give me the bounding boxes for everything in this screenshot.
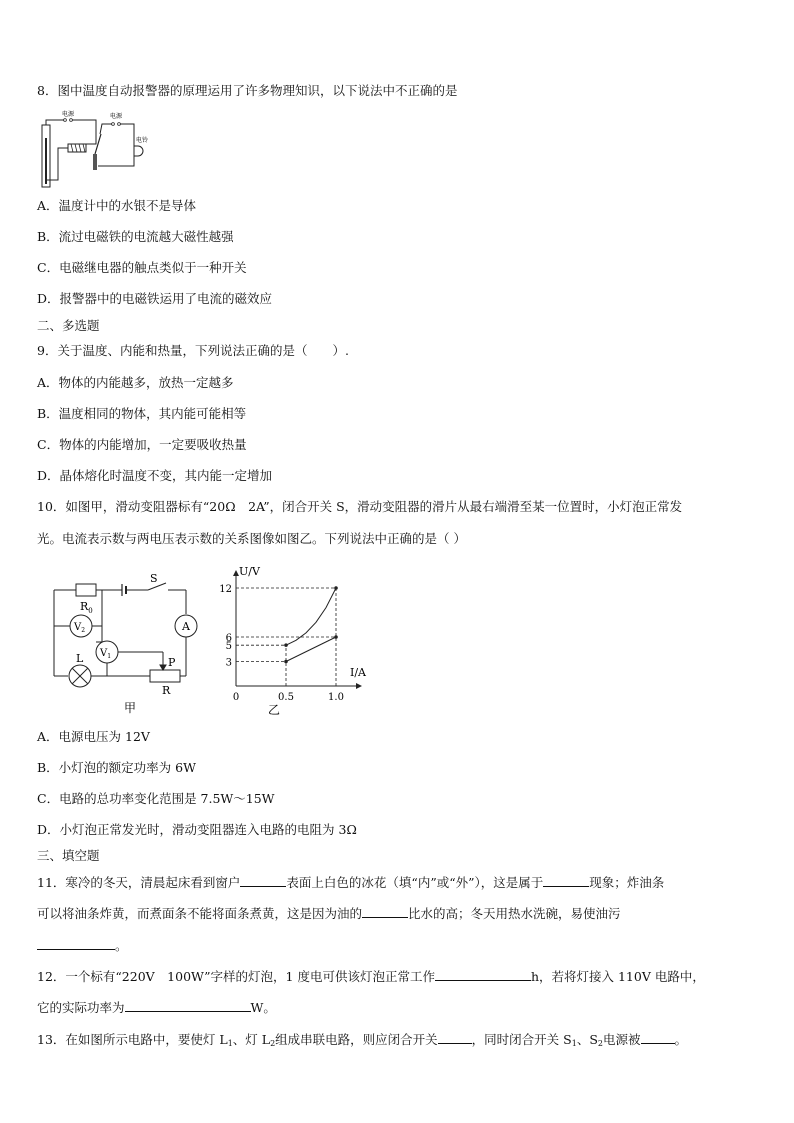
q8-stem: 8．图中温度自动报警器的原理运用了许多物理知识，以下说法中不正确的是 xyxy=(37,83,458,98)
voltmeter-v1-label: $V_1$ xyxy=(100,648,112,660)
q12-text-1a: 12．一个标有“220V 100W”字样的灯泡，1 度电可供该灯泡正常工作 xyxy=(37,969,435,984)
series-1-end-point xyxy=(334,635,338,639)
circuit-diagram-jia xyxy=(38,570,208,718)
q13-blank-2[interactable] xyxy=(641,1031,675,1044)
q11-blank-3[interactable] xyxy=(362,905,408,918)
q13-blank-1[interactable] xyxy=(438,1031,472,1044)
voltmeter-v2-label: $V_2$ xyxy=(74,622,86,634)
y-tick-label-5: 5 xyxy=(225,641,232,653)
q10-option-d: D．小灯泡正常发光时，滑动变阻器连入电路的电阻为 3Ω xyxy=(37,822,357,837)
q13-sub-s1: 1 xyxy=(571,1039,577,1048)
q10-option-c: C．电路的总功率变化范围是 7.5W～15W xyxy=(37,791,275,806)
q12-line2 xyxy=(37,999,276,1016)
q11-blank-1[interactable] xyxy=(240,874,286,887)
q13-line xyxy=(37,1031,687,1052)
q9-option-c: C．物体的内能增加，一定要吸收热量 xyxy=(37,437,247,452)
q12-text-1b: h，若将灯接入 110V 电路中， xyxy=(530,969,705,984)
q12-blank-1[interactable] xyxy=(435,968,531,981)
rheostat-r-label: R xyxy=(162,684,171,697)
y-axis-label: U/V xyxy=(239,565,260,578)
q10-stem-line1: 10．如图甲，滑动变阻器标有“20Ω 2A”，闭合开关 S，滑动变阻器的滑片从最右端滑至某一位置时，小灯泡正常发 xyxy=(37,499,683,514)
q11-text-2b: 比水的高；冬天用热水洗碗，易使油污 xyxy=(408,906,621,921)
series-line-1 xyxy=(286,637,336,662)
q11-text-1c: 现象；炸油条 xyxy=(589,875,665,890)
alarm-circuit-figure xyxy=(38,110,158,188)
q11-line3 xyxy=(37,937,128,954)
q10-option-b: B．小灯泡的额定功率为 6W xyxy=(37,760,196,775)
switch-label: S xyxy=(150,572,158,585)
q12-text-2b: W。 xyxy=(250,1000,276,1015)
q11-blank-2[interactable] xyxy=(543,874,589,887)
chart-yi xyxy=(212,562,382,720)
q10-stem-line2: 光。电流表示数与两电压表示数的关系图像如图乙。下列说法中正确的是（ ） xyxy=(37,531,466,546)
q13-sub-s2: 2 xyxy=(597,1039,603,1048)
q8-option-b: B．流过电磁铁的电流越大磁性越强 xyxy=(37,229,234,244)
q12-line1 xyxy=(37,968,705,985)
q13-text-c: 组成串联电路，则应闭合开关 xyxy=(275,1032,438,1047)
q12-blank-2[interactable] xyxy=(125,999,251,1012)
q9-option-a: A．物体的内能越多，放热一定越多 xyxy=(37,375,234,390)
series-0-start-point xyxy=(284,643,288,647)
series-1-start-point xyxy=(284,660,288,664)
figure-jia-caption: 甲 xyxy=(124,701,137,715)
q13-text-a: 13．在如图所示电路中，要使灯 L xyxy=(37,1032,228,1047)
q11-text-1a: 11．寒冷的冬天，清晨起床看到窗户 xyxy=(37,875,241,890)
q11-line1 xyxy=(37,874,664,891)
q9-option-b: B．温度相同的物体，其内能可能相等 xyxy=(37,406,247,421)
y-tick-label-6: 6 xyxy=(225,633,232,644)
x-axis-arrow xyxy=(356,683,362,689)
q9-option-d: D．晶体熔化时温度不变，其内能一定增加 xyxy=(37,468,273,483)
q9-stem: 9．关于温度、内能和热量，下列说法正确的是（ ）. xyxy=(37,343,349,358)
x-tick-label-1.0: 1.0 xyxy=(328,692,344,703)
x-tick-label-0.5: 0.5 xyxy=(278,692,294,703)
x-axis-label: I/A xyxy=(350,666,366,679)
q11-line2 xyxy=(37,905,621,922)
ammeter-label: A xyxy=(182,620,190,633)
q13-text-d: ，同时闭合开关 S xyxy=(471,1032,572,1047)
q11-text-3: 。 xyxy=(115,938,128,953)
bell-label: 电铃 xyxy=(136,137,149,144)
q12-text-2a: 它的实际功率为 xyxy=(37,1000,125,1015)
q8-option-a: A．温度计中的水银不是导体 xyxy=(37,198,197,213)
power-label-1: 电源 xyxy=(62,111,75,118)
series-0-end-point xyxy=(334,586,338,590)
q13-text-b: 、灯 L xyxy=(232,1032,271,1047)
q13-sub-l2: 2 xyxy=(270,1039,276,1048)
q13-text-e: 、S xyxy=(576,1032,598,1047)
slider-p-label: P xyxy=(168,656,176,669)
lamp-label: L xyxy=(76,652,84,665)
figure-yi-caption: 乙 xyxy=(268,703,281,717)
q8-option-d: D．报警器中的电磁铁运用了电流的磁效应 xyxy=(37,291,273,306)
q11-text-1b: 表面上白色的冰花（填“内”或“外”），这是属于 xyxy=(286,875,544,890)
q10-option-a: A．电源电压为 12V xyxy=(37,729,150,744)
power-label-2: 电源 xyxy=(110,113,123,120)
section-multi-choice: 二、多选题 xyxy=(37,318,100,333)
q13-sub-l1: 1 xyxy=(227,1039,233,1048)
q11-text-2a: 可以将油条炸黄，而煮面条不能将面条煮黄，这是因为油的 xyxy=(37,906,363,921)
y-tick-label-12: 12 xyxy=(219,584,232,595)
q13-text-g: 。 xyxy=(674,1032,688,1047)
r0-label: $R_0$ xyxy=(80,600,93,615)
q13-text-f: 电源被 xyxy=(602,1032,641,1047)
y-tick-label-3: 3 xyxy=(225,657,232,669)
x-tick-label-0: 0 xyxy=(232,692,240,703)
q8-option-c: C．电磁继电器的触点类似于一种开关 xyxy=(37,260,247,275)
q11-blank-4[interactable] xyxy=(37,937,115,950)
section-fill-blank: 三、填空题 xyxy=(37,848,100,863)
